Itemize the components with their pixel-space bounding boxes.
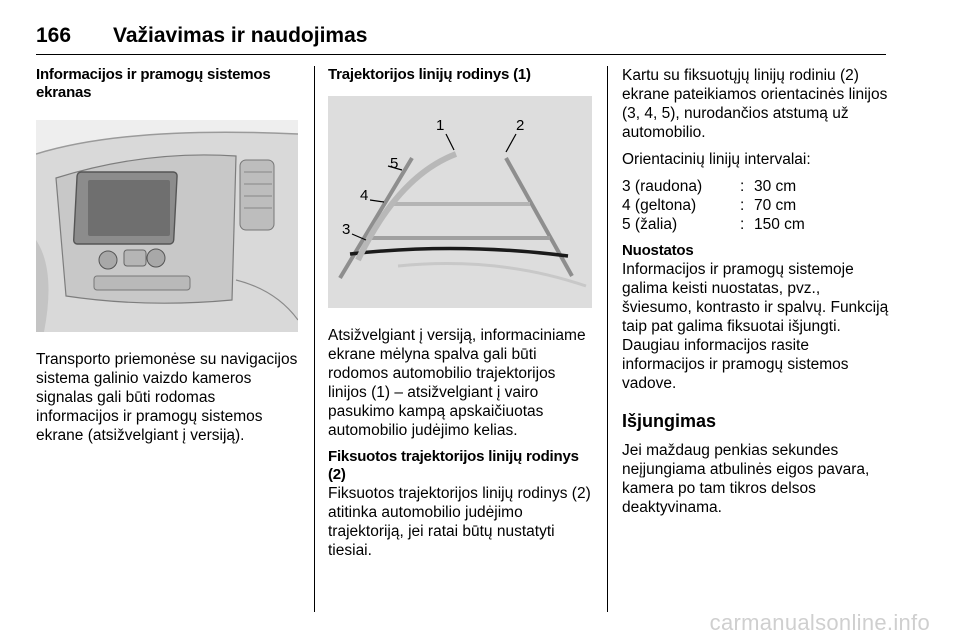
fixed-trajectory-paragraph: Fiksuotos trajektorijos linijų rodinys (2) atitinka automobilio judėjimo trajektoriją, jei ratai būtų nustatyti tiesiai. xyxy=(328,485,591,559)
figure-label-2: 2 xyxy=(516,117,525,134)
intervals-table xyxy=(622,177,805,234)
interval-value: 30 cm xyxy=(754,178,797,195)
display-paragraph: Transporto priemonėse su navigacijos sistema galinio vaizdo kameros signalas gali būti rodomas informacijos ir pramogų sistemos ekrane (atsižvelgiant į versiją). xyxy=(36,351,298,444)
trajectory-heading: Trajektorijos linijų rodinys (1) xyxy=(328,66,531,83)
interval-value: 70 cm xyxy=(754,197,797,214)
column-1 xyxy=(36,66,298,445)
trajectory-paragraph: Atsižvelgiant į versiją, informaciniame ekrane mėlyna spalva gali būti rodomos automobilio trajektorijos linijos (1) – atsižvelgiant į vairo pasukimo kampą apskaičiuotas automobilio judėjimo kelias. xyxy=(328,327,586,439)
switch-off-heading: Išjungimas xyxy=(622,411,717,431)
interval-label: 5 (žalia) xyxy=(622,216,678,233)
column-divider xyxy=(314,66,315,612)
interval-value: 150 cm xyxy=(754,216,805,233)
figure-label-3: 3 xyxy=(342,221,351,238)
settings-paragraph: Informacijos ir pramogų sistemoje galima keisti nuostatas, pvz., šviesumo, kontrasto ir spalvų. Funkciją taip pat galima fiksuotai išjungti. Daugiau informacijos rasite informacijos ir pramogų sistemos vadove. xyxy=(622,261,889,392)
figure-label-5: 5 xyxy=(390,155,399,172)
page-header xyxy=(36,24,886,55)
column-3 xyxy=(622,66,892,517)
rear-camera-guidelines-illustration xyxy=(328,96,592,308)
interval-colon: : xyxy=(740,197,745,214)
intervals-heading: Orientacinių linijų intervalai: xyxy=(622,151,811,168)
interval-colon: : xyxy=(740,216,745,233)
interval-colon: : xyxy=(740,178,745,195)
watermark: carmanualsonline.info xyxy=(709,610,930,635)
infotainment-display-illustration xyxy=(36,120,298,332)
display-heading: Informacijos ir pramogų sistemos ekranas xyxy=(36,66,271,101)
interval-label: 4 (geltona) xyxy=(622,197,697,214)
guide-lines-paragraph: Kartu su fiksuotųjų linijų rodiniu (2) ekrane pateikiamos orientacinės linijos (3, 4, 5), nurodančios atstumą už automobilio. xyxy=(622,67,888,141)
page-number: 166 xyxy=(36,24,72,47)
table-row xyxy=(622,177,805,196)
column-2 xyxy=(328,66,592,560)
figure-label-1: 1 xyxy=(436,117,445,134)
page-title: Važiavimas ir naudojimas xyxy=(113,24,368,47)
table-row xyxy=(622,196,805,215)
table-row xyxy=(622,215,805,234)
interval-label: 3 (raudona) xyxy=(622,178,703,195)
settings-heading: Nuostatos xyxy=(622,242,694,259)
figure-label-4: 4 xyxy=(360,187,369,204)
switch-off-paragraph: Jei maždaug penkias sekundes neįjungiama atbulinės eigos pavara, kamera po tam tikros delsos deaktyvinama. xyxy=(622,442,870,516)
fixed-trajectory-heading: Fiksuotos trajektorijos linijų rodinys (2) xyxy=(328,448,579,483)
column-divider xyxy=(607,66,608,612)
